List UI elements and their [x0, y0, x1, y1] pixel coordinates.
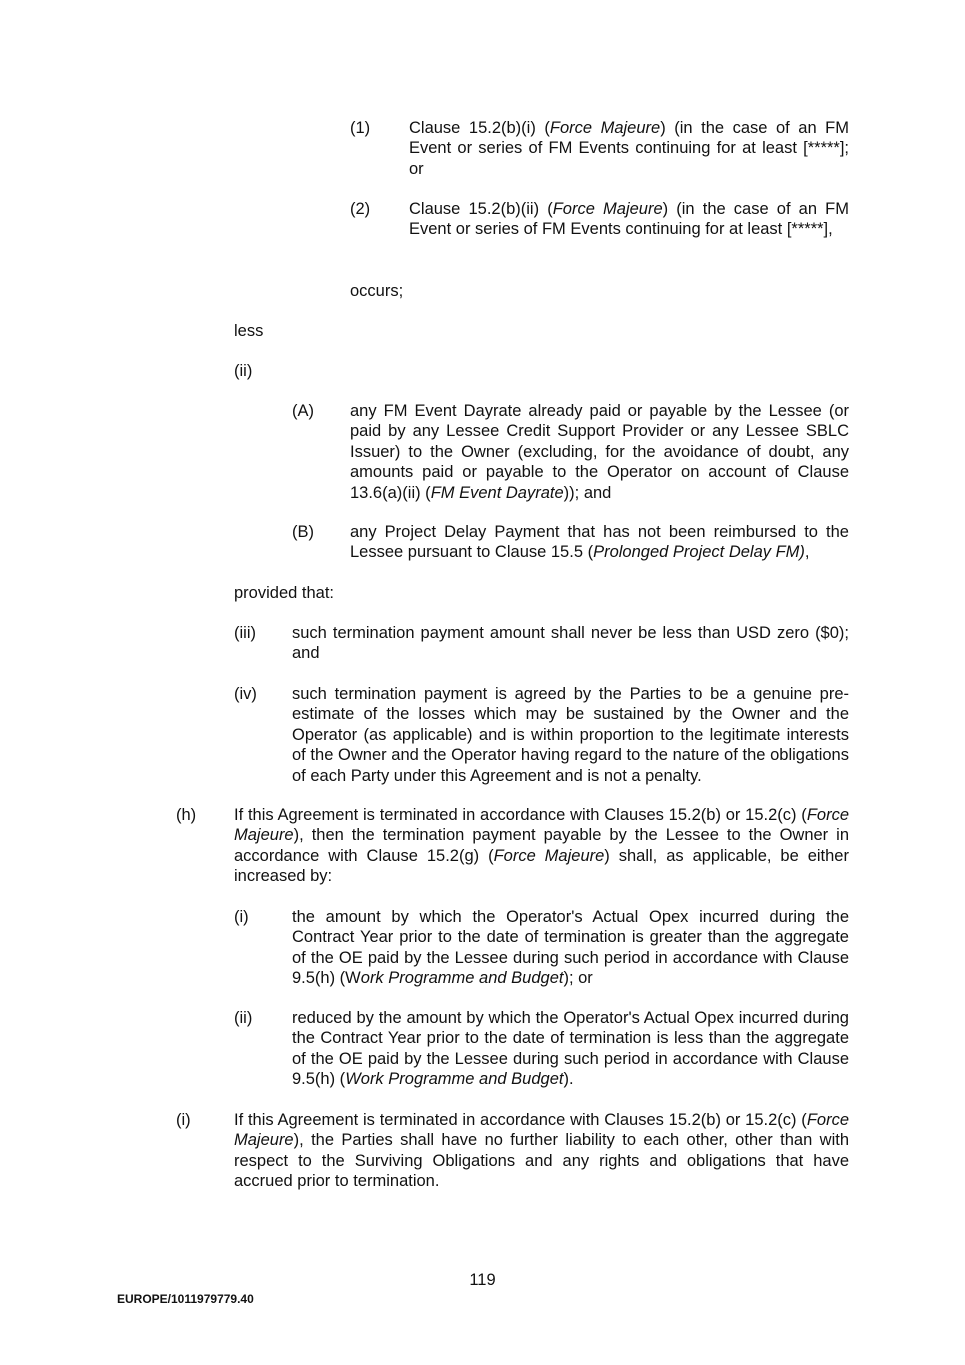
sub-item-text: any FM Event Dayrate already paid or payable by the Lessee (or paid by any Lessee Credit Support Provider or any Lessee SBLC Issuer) to the Owner (excluding, for the avoidance of doubt, any amounts paid or payable to the Operator on account of Clause 13.6(a)(ii) (FM Event Dayrate)); and [350, 402, 849, 502]
less-text: less [234, 322, 264, 340]
sub-item-label: (1) [350, 119, 371, 137]
provided-that-text: provided that: [234, 584, 334, 602]
sub-item-text: Clause 15.2(b)(ii) (Force Majeure) (in the case of an FM Event or series of FM Events continuing for at least [*****], [409, 200, 849, 239]
sub-item-label: (B) [292, 523, 314, 541]
proviso-label: (iii) [234, 624, 256, 642]
clause-i-text: If this Agreement is terminated in accordance with Clauses 15.2(b) or 15.2(c) (Force Majeure), the Parties shall have no further liability to each other, other than with respect to the Surviving Obligations and any rights and obligations that have accrued prior to termination. [234, 1111, 849, 1191]
occurs-text: occurs; [350, 282, 404, 300]
clause-i-label: (i) [176, 1111, 191, 1129]
clause-h-item-label: (ii) [234, 1009, 253, 1027]
sub-item-label: (A) [292, 402, 314, 420]
clause-h-item-label: (i) [234, 908, 249, 926]
document-reference: EUROPE/1011979779.40 [117, 1292, 254, 1306]
sub-item-label: (2) [350, 200, 371, 218]
proviso-text: such termination payment amount shall never be less than USD zero ($0); and [292, 624, 849, 663]
clause-h-text: If this Agreement is terminated in accordance with Clauses 15.2(b) or 15.2(c) (Force Majeure), then the termination payment payable by the Lessee to the Owner in accordance with Clause 15.2(g) (Force Majeure) shall, as applicable, be either increased by: [234, 806, 849, 886]
proviso-text: such termination payment is agreed by the Parties to be a genuine pre-estimate of the losses which may be sustained by the Owner and the Operator (as applicable) and is within proportion to the legitimate interests of the Owner and the Operator having regard to the nature of the obligations of each Party under this Agreement and is not a penalty. [292, 685, 849, 785]
clause-h-label: (h) [176, 806, 197, 824]
item-ii-label: (ii) [234, 362, 253, 380]
clause-h-item-text: reduced by the amount by which the Operator's Actual Opex incurred during the Contract Year prior to the date of termination is less than the aggregate of the OE paid by the Lessee during such period in accordance with Clause 9.5(h) (Work Programme and Budget). [292, 1009, 849, 1089]
sub-item-text: any Project Delay Payment that has not been reimbursed to the Lessee pursuant to Clause 15.5 (Prolonged Project Delay FM), [350, 523, 849, 562]
sub-item-text: Clause 15.2(b)(i) (Force Majeure) (in the case of an FM Event or series of FM Events continuing for at least [*****]; or [409, 119, 849, 178]
proviso-label: (iv) [234, 685, 257, 703]
clause-h-item-text: the amount by which the Operator's Actual Opex incurred during the Contract Year prior to the date of termination is greater than the aggregate of the OE paid by the Lessee during such period in accordance with Clause 9.5(h) (Work Programme and Budget); or [292, 908, 849, 988]
page-number: 119 [469, 1271, 496, 1289]
